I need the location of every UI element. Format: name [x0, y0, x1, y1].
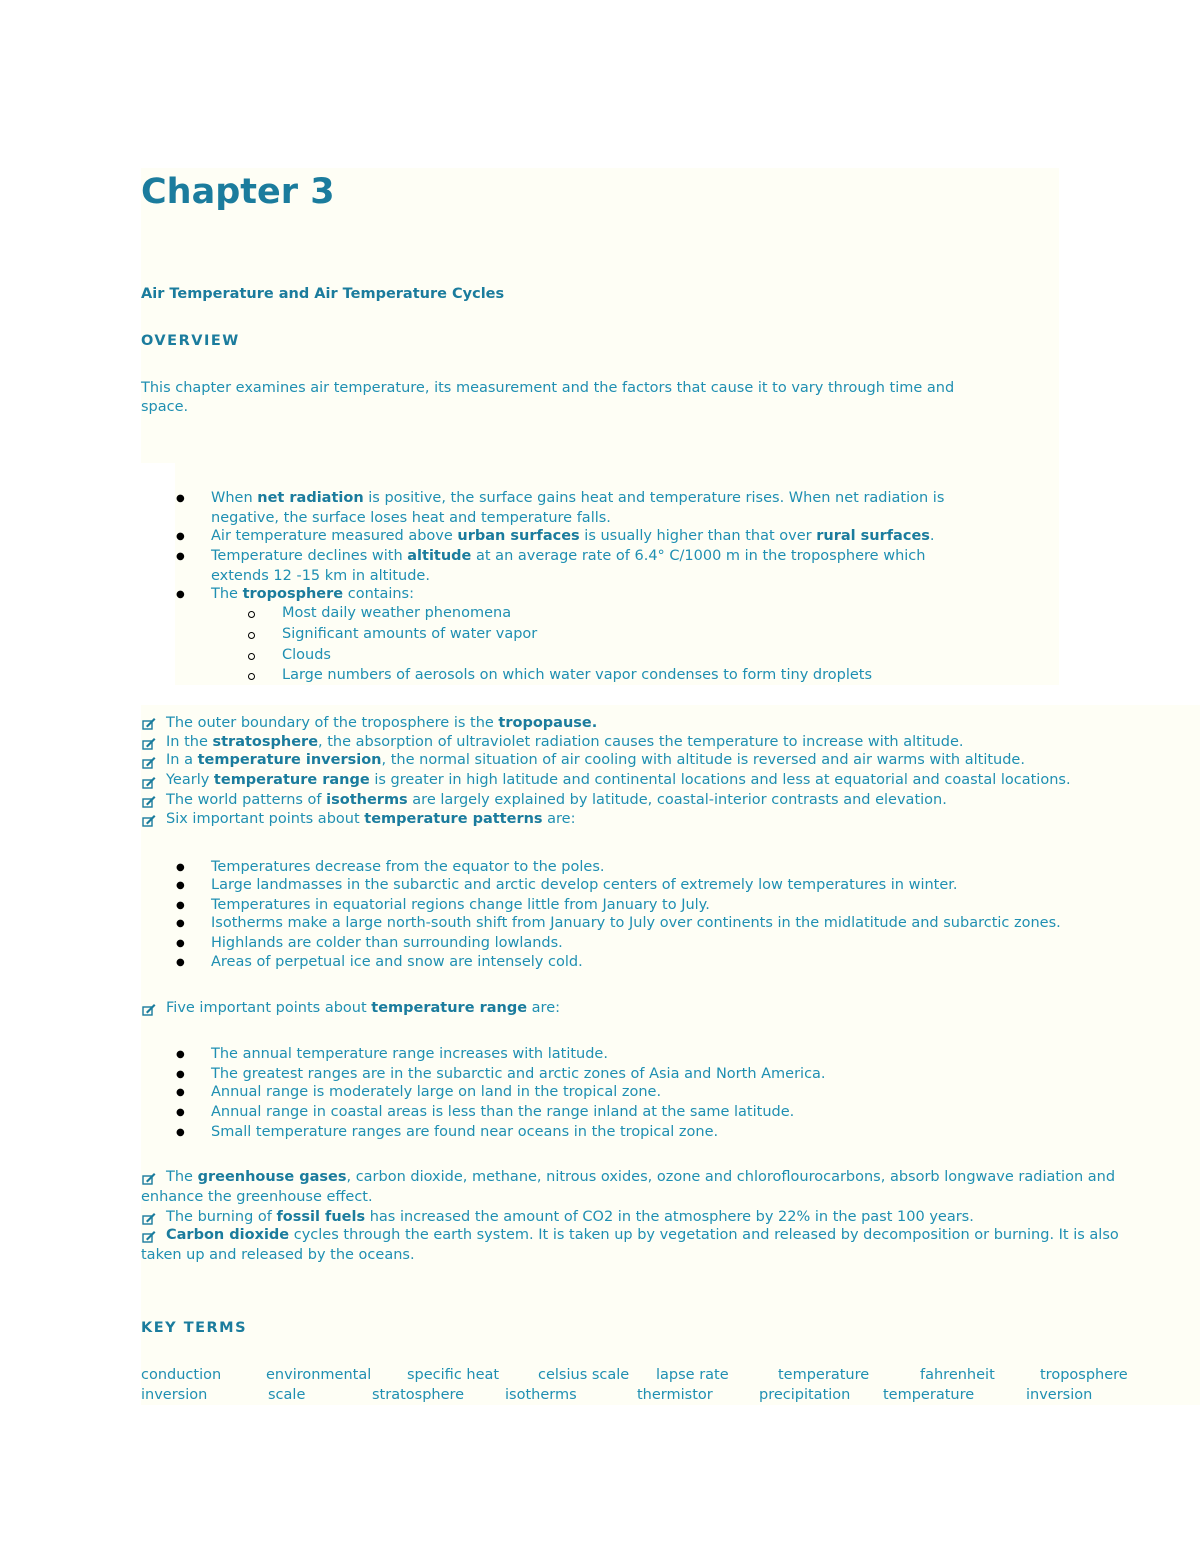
bullet-dot: ●: [176, 1069, 185, 1080]
pencil-note-icon: [142, 716, 156, 730]
bullet-dot: ●: [176, 531, 185, 542]
note-point: In the stratosphere, the absorption of ultraviolet radiation causes the temperature to increase with altitude.: [166, 734, 964, 750]
note-point: The outer boundary of the troposphere is the tropopause.: [166, 715, 598, 731]
bullet-dot: ●: [176, 880, 185, 891]
key-term: isotherms: [505, 1387, 577, 1403]
pencil-note-icon: [142, 1211, 156, 1225]
pencil-note-icon: [142, 1002, 156, 1016]
bullet-dot: ●: [176, 1107, 185, 1118]
note-point-continued: taken up and released by the oceans.: [141, 1247, 415, 1263]
note-point-continued: enhance the greenhouse effect.: [141, 1189, 373, 1205]
key-term: precipitation: [759, 1387, 851, 1403]
key-term: fahrenheit: [920, 1367, 995, 1383]
list-item: Temperature declines with altitude at an average rate of 6.4° C/1000 m in the troposphere which: [211, 548, 926, 564]
key-term: inversion: [141, 1387, 208, 1403]
key-term: thermistor: [637, 1387, 713, 1403]
bullet-dot: ●: [176, 918, 185, 929]
overview-text-line-1: This chapter examines air temperature, its measurement and the factors that cause it to vary through time and: [141, 380, 955, 396]
overview-text-line-2: space.: [141, 399, 189, 415]
list-item: Small temperature ranges are found near oceans in the tropical zone.: [211, 1124, 719, 1140]
sub-list-item: Clouds: [282, 647, 331, 663]
bullet-dot: ●: [176, 862, 185, 873]
bullet-dot: ●: [176, 1049, 185, 1060]
bullet-dot: ●: [176, 1087, 185, 1098]
note-point: Five important points about temperature range are:: [166, 1000, 561, 1016]
key-term: troposphere: [1040, 1367, 1128, 1383]
pencil-note-icon: [142, 755, 156, 769]
key-term: environmental: [266, 1367, 372, 1383]
key-term: temperature: [883, 1387, 975, 1403]
key-term: lapse rate: [656, 1367, 729, 1383]
key-term: inversion: [1026, 1387, 1093, 1403]
pencil-note-icon: [142, 794, 156, 808]
list-item: The annual temperature range increases with latitude.: [211, 1046, 608, 1062]
bullet-dot: ●: [176, 589, 185, 600]
key-term: conduction: [141, 1367, 222, 1383]
sub-bullet-circle: [248, 653, 255, 660]
list-item: Air temperature measured above urban surfaces is usually higher than that over rural surfaces.: [211, 528, 935, 544]
note-point: Carbon dioxide cycles through the earth system. It is taken up by vegetation and released by decomposition or burning. It is also: [166, 1227, 1119, 1243]
list-item: Temperatures decrease from the equator to the poles.: [211, 859, 605, 875]
overview-heading: OVERVIEW: [141, 333, 240, 349]
list-item: Temperatures in equatorial regions change little from January to July.: [211, 897, 710, 913]
list-item: The troposphere contains:: [211, 586, 414, 602]
list-item: Highlands are colder than surrounding lowlands.: [211, 935, 563, 951]
note-point: Yearly temperature range is greater in high latitude and continental locations and less at equatorial and coastal locations.: [166, 772, 1071, 788]
sub-bullet-circle: [248, 632, 255, 639]
pencil-note-icon: [142, 736, 156, 750]
key-terms-heading: KEY TERMS: [141, 1320, 248, 1336]
bullet-dot: ●: [176, 1127, 185, 1138]
bullet-dot: ●: [176, 900, 185, 911]
note-point: The greenhouse gases, carbon dioxide, methane, nitrous oxides, ozone and chloroflourocarbons, absorb longwave radiation and: [166, 1169, 1116, 1185]
sub-list-item: Significant amounts of water vapor: [282, 626, 538, 642]
list-item: Isotherms make a large north-south shift from January to July over continents in the midlatitude and subarctic zones.: [211, 915, 1061, 931]
section-subtitle: Air Temperature and Air Temperature Cycles: [141, 286, 505, 302]
list-item: When net radiation is positive, the surface gains heat and temperature rises. When net radiation is: [211, 490, 945, 506]
sub-list-item: Large numbers of aerosols on which water vapor condenses to form tiny droplets: [282, 667, 873, 683]
list-item: Large landmasses in the subarctic and arctic develop centers of extremely low temperatures in winter.: [211, 877, 958, 893]
pencil-note-icon: [142, 775, 156, 789]
pencil-note-icon: [142, 1171, 156, 1185]
pencil-note-icon: [142, 1229, 156, 1243]
key-term: specific heat: [407, 1367, 500, 1383]
note-point: The burning of fossil fuels has increased the amount of CO2 in the atmosphere by 22% in the past 100 years.: [166, 1209, 974, 1225]
list-item: Annual range is moderately large on land in the tropical zone.: [211, 1084, 662, 1100]
bullet-dot: ●: [176, 551, 185, 562]
pencil-note-icon: [142, 813, 156, 827]
key-term: stratosphere: [372, 1387, 465, 1403]
sub-list-item: Most daily weather phenomena: [282, 605, 512, 621]
list-item: The greatest ranges are in the subarctic and arctic zones of Asia and North America.: [211, 1066, 826, 1082]
sub-bullet-circle: [248, 673, 255, 680]
note-point: Six important points about temperature patterns are:: [166, 811, 576, 827]
list-item: Annual range in coastal areas is less than the range inland at the same latitude.: [211, 1104, 795, 1120]
note-point: In a temperature inversion, the normal situation of air cooling with altitude is reversed and air warms with altitude.: [166, 752, 1025, 768]
sub-bullet-circle: [248, 611, 255, 618]
note-point: The world patterns of isotherms are largely explained by latitude, coastal-interior contrasts and elevation.: [166, 792, 947, 808]
list-item-continued: negative, the surface loses heat and temperature falls.: [211, 510, 611, 526]
key-term: scale: [268, 1387, 306, 1403]
bullet-dot: ●: [176, 938, 185, 949]
key-term: celsius scale: [538, 1367, 630, 1383]
bullet-dot: ●: [176, 493, 185, 504]
bullet-dot: ●: [176, 957, 185, 968]
list-item-continued: extends 12 -15 km in altitude.: [211, 568, 430, 584]
page-title: Chapter 3: [141, 172, 335, 212]
key-term: temperature: [778, 1367, 870, 1383]
list-item: Areas of perpetual ice and snow are intensely cold.: [211, 954, 583, 970]
